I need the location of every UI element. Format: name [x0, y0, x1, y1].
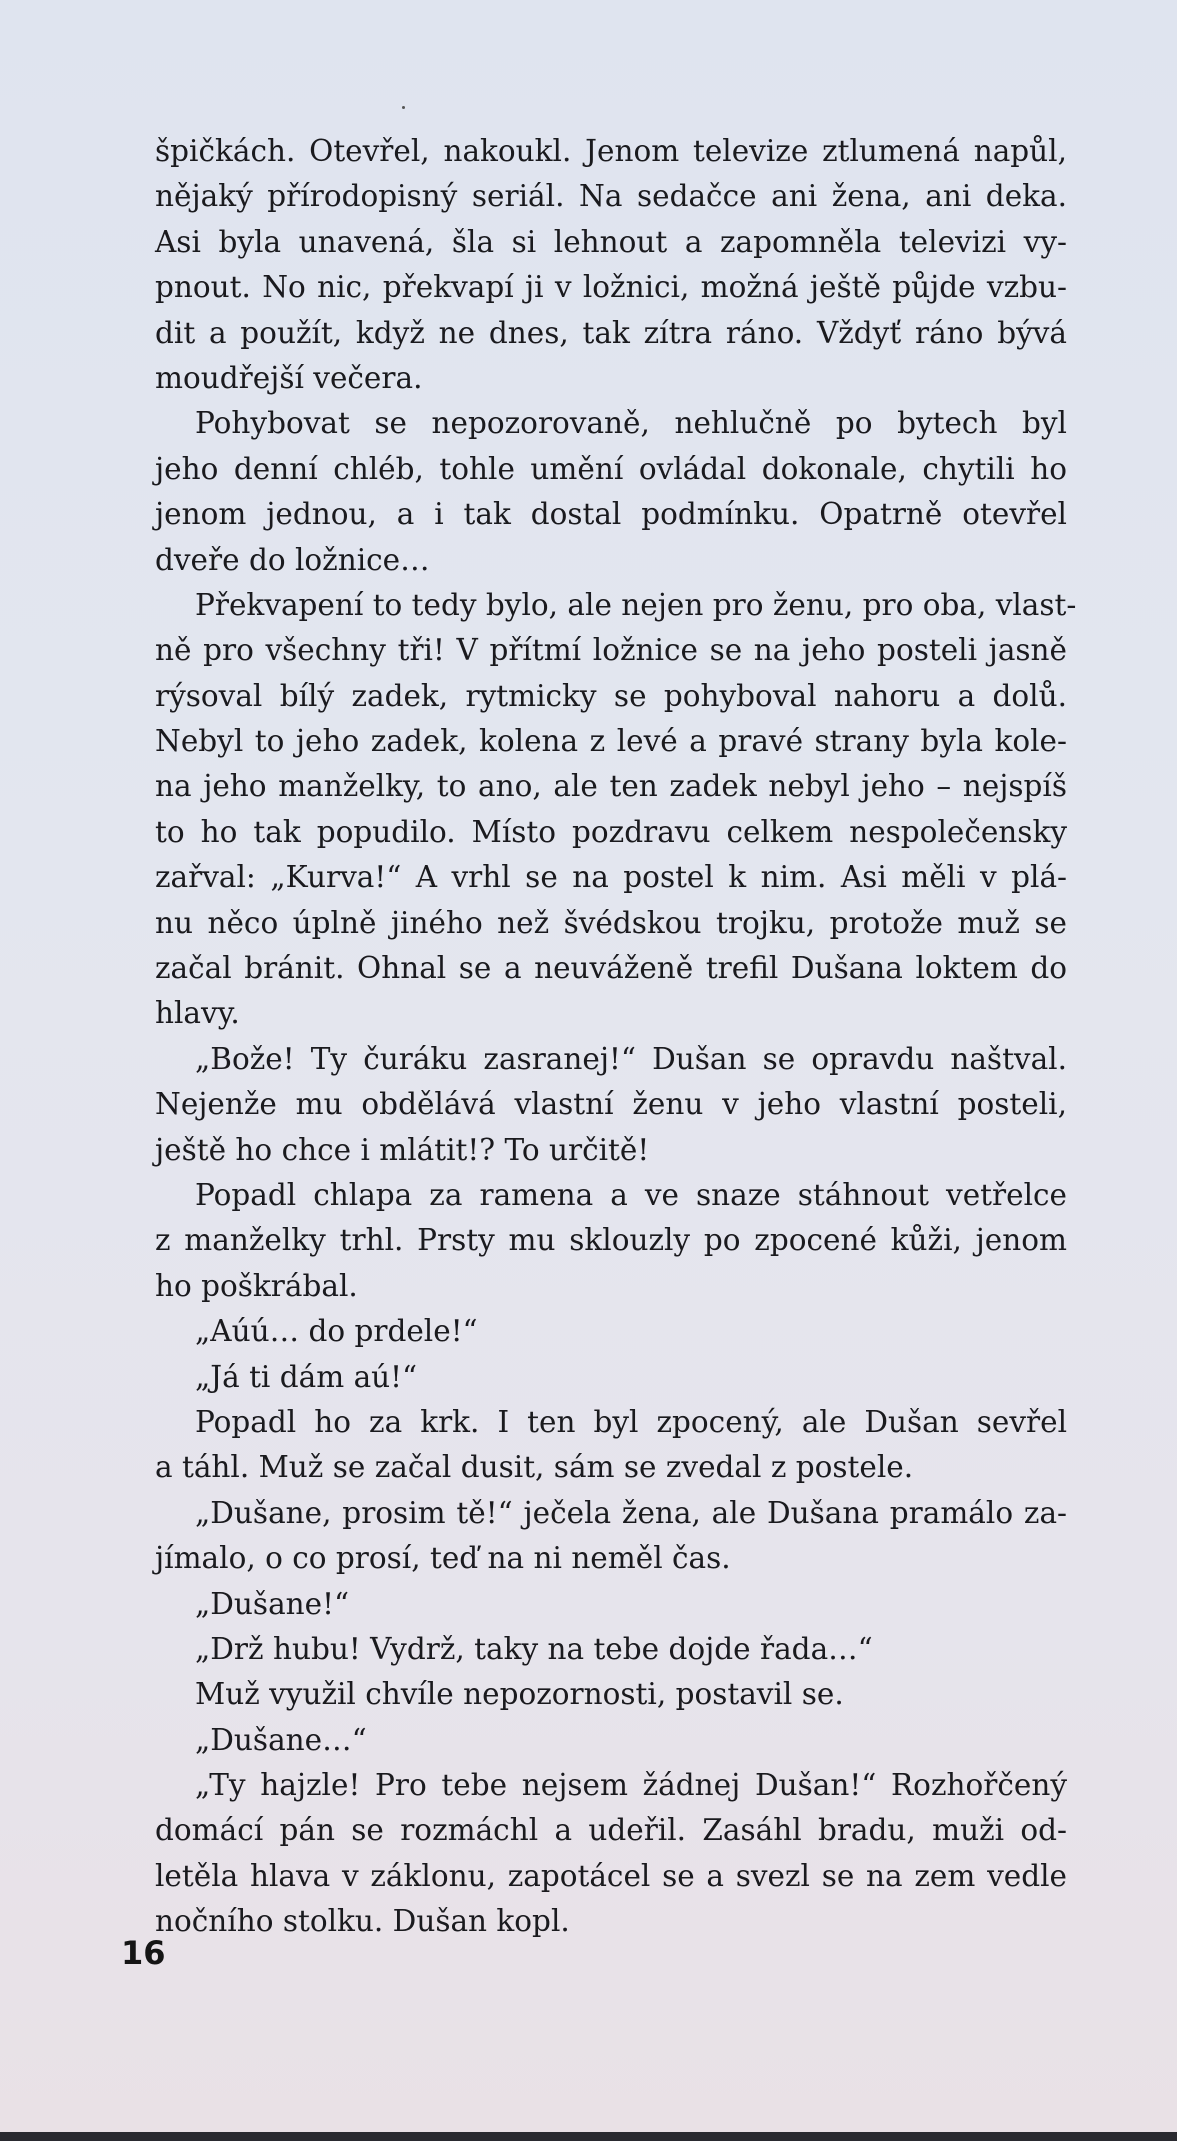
text-line: to ho tak popudilo. Místo pozdravu celkem nespolečensky [155, 814, 1067, 849]
text-line: nu něco úplně jiného než švédskou trojku, protože muž se [155, 905, 1067, 940]
text-line: „Já ti dám aú!“ [195, 1359, 418, 1394]
text-line: na jeho manželky, to ano, ale ten zadek nebyl jeho – nejspíš [155, 769, 1067, 804]
text-line: Popadl chlapa za ramena a ve snaze stáhnout vetřelce [195, 1177, 1067, 1212]
text-line: a táhl. Muž se začal dusit, sám se zvedal z postele. [155, 1450, 914, 1485]
text-line: moudřejší večera. [155, 360, 423, 395]
text-line: Překvapení to tedy bylo, ale nejen pro ženu, pro oba, vlast- [195, 587, 1077, 622]
text-line: „Aúú… do prdele!“ [195, 1314, 478, 1349]
text-line: „Bože! Ty čuráku zasranej!“ Dušan se opravdu naštval. [195, 1041, 1067, 1076]
text-line: z manželky trhl. Prsty mu sklouzly po zpocené kůži, jenom [155, 1223, 1067, 1258]
text-line: ně pro všechny tři! V přítmí ložnice se na jeho posteli jasně [155, 633, 1067, 668]
text-line: ho poškrábal. [155, 1268, 358, 1303]
text-line: dveře do ložnice… [155, 542, 430, 577]
text-line: „Dušane!“ [195, 1586, 350, 1621]
text-line: „Dušane, prosim tě!“ ječela žena, ale Dušana pramálo za- [195, 1495, 1067, 1530]
text-line: hlavy. [155, 996, 240, 1031]
text-line: pnout. No nic, překvapí ji v ložnici, možná ještě půjde vzbu- [155, 270, 1067, 305]
text-line: „Drž hubu! Vydrž, taky na tebe dojde řada…“ [195, 1631, 873, 1666]
text-line: jenom jednou, a i tak dostal podmínku. Opatrně otevřel [155, 497, 1067, 532]
text-line: Nebyl to jeho zadek, kolena z levé a pravé strany byla kole- [155, 724, 1067, 759]
text-line: jeho denní chléb, tohle umění ovládal dokonale, chytili ho [155, 451, 1067, 486]
text-line: Nejenže mu obdělává vlastní ženu v jeho vlastní posteli, [155, 1087, 1067, 1122]
text-line: nějaký přírodopisný seriál. Na sedačce ani žena, ani deka. [155, 179, 1067, 214]
text-line: jímalo, o co prosí, teď na ni neměl čas. [155, 1541, 731, 1576]
text-line: Muž využil chvíle nepozornosti, postavil se. [195, 1677, 844, 1712]
text-line: Popadl ho za krk. I ten byl zpocený, ale Dušan sevřel [195, 1404, 1067, 1439]
text-line: domácí pán se rozmáchl a udeřil. Zasáhl bradu, muži od- [155, 1813, 1067, 1848]
text-line: rýsoval bílý zadek, rytmicky se pohyboval nahoru a dolů. [155, 678, 1067, 713]
text-line: zařval: „Kurva!“ A vrhl se na postel k nim. Asi měli v plá- [155, 860, 1067, 895]
page-bottom-edge [0, 2132, 1177, 2141]
body-text [155, 129, 1077, 1945]
text-line: „Dušane…“ [195, 1722, 367, 1757]
page-number: 16 [121, 1934, 166, 1972]
text-line: špičkách. Otevřel, nakoukl. Jenom televize ztlumená napůl, [155, 134, 1067, 168]
text-line: ještě ho chce i mlátit!? To určitě! [155, 1132, 650, 1167]
text-line: začal bránit. Ohnal se a neuváženě trefil Dušana loktem do [155, 951, 1067, 986]
text-line: letěla hlava v záklonu, zapotácel se a svezl se na zem vedle [155, 1858, 1067, 1893]
text-line: nočního stolku. Dušan kopl. [155, 1904, 570, 1939]
text-line: dit a použít, když ne dnes, tak zítra ráno. Vždyť ráno bývá [155, 315, 1067, 350]
text-line: Pohybovat se nepozorovaně, nehlučně po bytech byl [195, 406, 1067, 441]
text-line: „Ty hajzle! Pro tebe nejsem žádnej Dušan!“ Rozhořčený [195, 1768, 1067, 1803]
text-line: Asi byla unavená, šla si lehnout a zapomněla televizi vy- [155, 224, 1067, 259]
paper-speck [402, 106, 405, 109]
